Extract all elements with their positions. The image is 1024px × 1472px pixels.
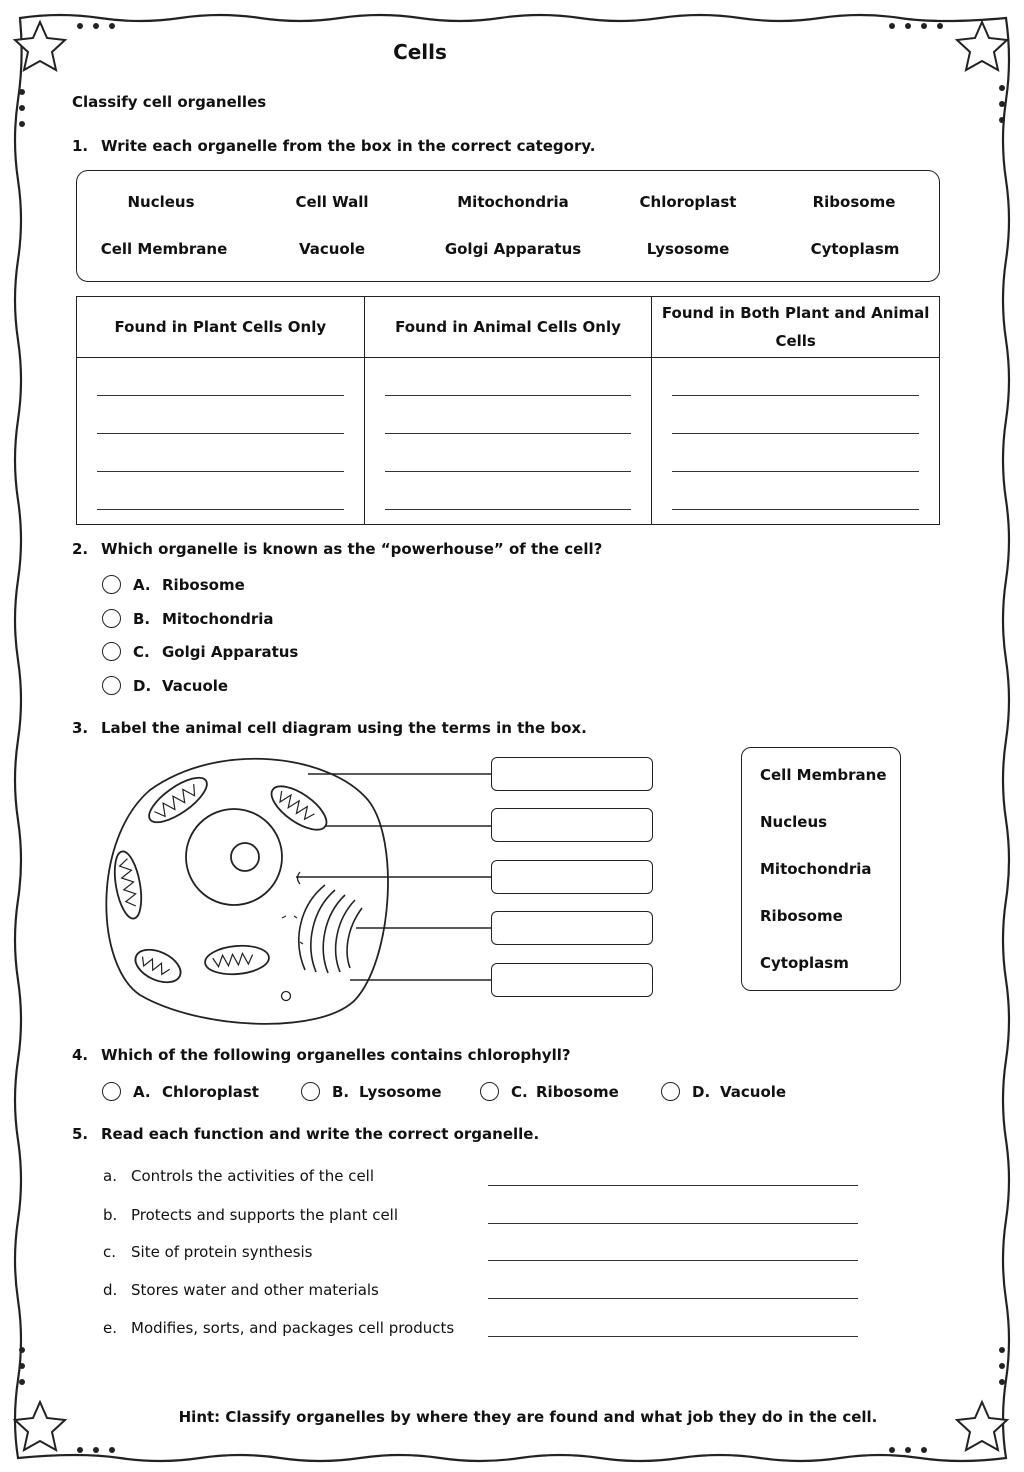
function-item — [103, 1319, 454, 1337]
item-text: Stores water and other materials — [131, 1281, 379, 1299]
mitochondrion — [130, 943, 185, 989]
option-letter: C. — [133, 642, 150, 661]
question-number: 3. — [72, 719, 89, 737]
word-bank-item: Mitochondria — [457, 193, 569, 211]
column-header-both: Found in Both Plant and Animal Cells — [652, 297, 940, 358]
option-letter: B. — [332, 1082, 350, 1101]
question-number: 2. — [72, 540, 89, 558]
label-box-4[interactable] — [491, 911, 653, 945]
item-letter: a. — [103, 1167, 117, 1185]
answer-line[interactable] — [488, 1185, 858, 1186]
option-d[interactable] — [661, 1082, 786, 1101]
radio-circle[interactable] — [480, 1082, 499, 1101]
option-text: Vacuole — [162, 676, 229, 695]
item-letter: c. — [103, 1243, 117, 1261]
label-box-3[interactable] — [491, 860, 653, 894]
item-letter: e. — [103, 1319, 117, 1337]
question-prompt: Which of the following organelles contains chlorophyll? — [101, 1046, 571, 1064]
question-prompt: Write each organelle from the box in the correct category. — [101, 137, 596, 155]
option-text: Golgi Apparatus — [162, 642, 299, 661]
word-bank-item: Cell Membrane — [100, 240, 228, 258]
cytoplasm-mark — [300, 942, 303, 944]
term-box — [741, 747, 901, 991]
answer-line[interactable] — [488, 1260, 858, 1261]
question-number: 1. — [72, 137, 89, 155]
item-letter: b. — [103, 1206, 118, 1224]
ribosome — [282, 992, 291, 1001]
question-prompt: Read each function and write the correct organelle. — [101, 1125, 540, 1143]
item-text: Site of protein synthesis — [131, 1243, 313, 1261]
option-text: Lysosome — [359, 1082, 442, 1101]
item-text: Modifies, sorts, and packages cell products — [131, 1319, 455, 1337]
option-a[interactable] — [102, 1082, 259, 1101]
term-item: Nucleus — [760, 813, 828, 831]
option-text: Mitochondria — [162, 609, 274, 628]
mitochondrion — [110, 849, 145, 920]
option-text: Vacuole — [720, 1082, 787, 1101]
option-text: Ribosome — [162, 575, 245, 594]
word-bank-item: Nucleus — [127, 193, 195, 211]
radio-circle[interactable] — [102, 1082, 121, 1101]
word-bank-item: Cytoplasm — [810, 240, 900, 258]
function-item — [103, 1281, 379, 1299]
option-b[interactable] — [301, 1082, 442, 1101]
nucleolus — [231, 843, 259, 871]
nucleus — [186, 809, 282, 905]
label-box-1[interactable] — [491, 757, 653, 791]
page-title: Cells — [393, 40, 447, 64]
answer-line[interactable] — [488, 1223, 858, 1224]
word-bank-item: Vacuole — [298, 240, 366, 258]
hint-text: Hint: Classify organelles by where they are found and what job they do in the cell. — [178, 1408, 878, 1426]
question-4 — [72, 1046, 571, 1064]
radio-circle[interactable] — [301, 1082, 320, 1101]
golgi-apparatus — [299, 885, 362, 973]
column-header-animal: Found in Animal Cells Only — [364, 297, 652, 358]
question-number: 4. — [72, 1046, 89, 1064]
word-bank-item: Lysosome — [646, 240, 730, 258]
option-text: Chloroplast — [162, 1082, 259, 1101]
word-bank-item: Golgi Apparatus — [444, 240, 582, 258]
question-number: 5. — [72, 1125, 89, 1143]
term-item: Cytoplasm — [760, 954, 849, 972]
option-letter: D. — [692, 1082, 711, 1101]
answer-line[interactable] — [488, 1298, 858, 1299]
word-bank-item: Ribosome — [812, 193, 896, 211]
term-item: Ribosome — [760, 907, 843, 925]
column-header-plant: Found in Plant Cells Only — [77, 297, 365, 358]
page-subtitle: Classify cell organelles — [72, 93, 267, 111]
question-prompt: Label the animal cell diagram using the terms in the box. — [101, 719, 587, 737]
term-item: Mitochondria — [760, 860, 872, 878]
option-letter: D. — [133, 676, 152, 695]
function-item — [103, 1206, 398, 1224]
answer-line[interactable] — [488, 1336, 858, 1337]
function-item — [103, 1243, 313, 1261]
mitochondrion — [204, 943, 270, 976]
function-item — [103, 1167, 374, 1185]
option-letter: B. — [133, 609, 151, 628]
radio-circle[interactable] — [661, 1082, 680, 1101]
option-c[interactable] — [480, 1082, 619, 1101]
item-text: Controls the activities of the cell — [131, 1167, 375, 1185]
word-bank-item: Chloroplast — [639, 193, 737, 211]
ribosome — [298, 872, 301, 884]
option-letter: C. — [511, 1082, 528, 1101]
label-box-2[interactable] — [491, 808, 653, 842]
mitochondrion — [265, 778, 333, 838]
question-5 — [72, 1125, 539, 1143]
label-box-5[interactable] — [491, 963, 653, 997]
cytoplasm-mark — [282, 916, 297, 918]
option-letter: A. — [133, 1082, 151, 1101]
term-item: Cell Membrane — [760, 766, 887, 784]
cell-membrane-outline — [106, 759, 388, 1024]
item-letter: d. — [103, 1281, 118, 1299]
question-prompt: Which organelle is known as the “powerhouse” of the cell? — [101, 540, 603, 558]
item-text: Protects and supports the plant cell — [131, 1206, 399, 1224]
option-text: Ribosome — [536, 1082, 619, 1101]
word-bank-item: Cell Wall — [295, 193, 369, 211]
option-letter: A. — [133, 575, 151, 594]
